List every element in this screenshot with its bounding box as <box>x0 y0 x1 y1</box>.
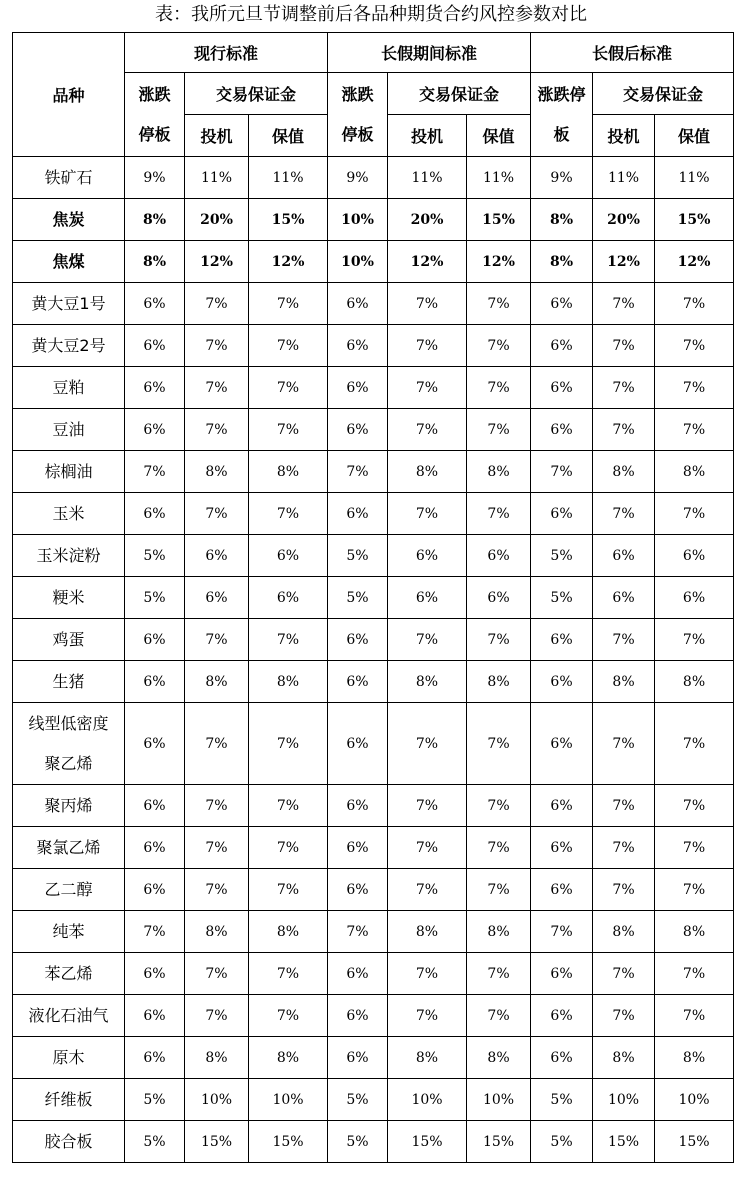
cell-limit-current: 6% <box>125 367 185 409</box>
cell-hedge-current: 15% <box>249 199 328 241</box>
variety-name: 原木 <box>13 1037 125 1079</box>
cell-spec-holiday: 6% <box>388 535 467 577</box>
cell-hedge-holiday: 7% <box>467 409 531 451</box>
cell-spec-after: 7% <box>593 283 655 325</box>
cell-limit-holiday: 6% <box>328 283 388 325</box>
cell-spec-after: 8% <box>593 1037 655 1079</box>
cell-limit-current: 6% <box>125 995 185 1037</box>
table-row <box>13 367 734 409</box>
cell-limit-current: 6% <box>125 493 185 535</box>
header-limit-holiday <box>328 73 388 157</box>
cell-limit-holiday: 9% <box>328 157 388 199</box>
cell-hedge-after: 7% <box>655 827 734 869</box>
cell-hedge-holiday: 8% <box>467 911 531 953</box>
cell-spec-current: 7% <box>185 869 249 911</box>
cell-spec-current: 20% <box>185 199 249 241</box>
variety-name-line: 线型低密度 <box>28 713 109 733</box>
cell-hedge-holiday: 7% <box>467 785 531 827</box>
cell-limit-after: 7% <box>531 451 593 493</box>
cell-spec-current: 12% <box>185 241 249 283</box>
header-speculation: 投机 <box>388 115 467 157</box>
variety-name: 液化石油气 <box>13 995 125 1037</box>
cell-hedge-after: 6% <box>655 577 734 619</box>
cell-hedge-holiday: 7% <box>467 367 531 409</box>
variety-name: 棕榈油 <box>13 451 125 493</box>
cell-limit-after: 6% <box>531 283 593 325</box>
cell-hedge-holiday: 7% <box>467 283 531 325</box>
cell-limit-holiday: 6% <box>328 661 388 703</box>
variety-name: 玉米淀粉 <box>13 535 125 577</box>
cell-limit-current: 6% <box>125 785 185 827</box>
cell-hedge-holiday: 7% <box>467 493 531 535</box>
table-row <box>13 827 734 869</box>
cell-spec-current: 7% <box>185 283 249 325</box>
cell-hedge-current: 7% <box>249 953 328 995</box>
cell-spec-current: 6% <box>185 535 249 577</box>
cell-spec-current: 7% <box>185 995 249 1037</box>
cell-spec-current: 7% <box>185 785 249 827</box>
cell-limit-holiday: 6% <box>328 1037 388 1079</box>
cell-limit-holiday: 6% <box>328 493 388 535</box>
variety-name: 生猪 <box>13 661 125 703</box>
cell-limit-holiday: 6% <box>328 953 388 995</box>
variety-name: 焦煤 <box>13 241 125 283</box>
cell-spec-current: 8% <box>185 661 249 703</box>
cell-limit-holiday: 6% <box>328 619 388 661</box>
cell-limit-holiday: 6% <box>328 367 388 409</box>
cell-hedge-after: 8% <box>655 911 734 953</box>
cell-hedge-after: 7% <box>655 619 734 661</box>
cell-hedge-current: 6% <box>249 535 328 577</box>
cell-hedge-holiday: 8% <box>467 1037 531 1079</box>
cell-hedge-after: 8% <box>655 661 734 703</box>
cell-spec-current: 7% <box>185 325 249 367</box>
header-limit-part: 涨跌 <box>138 84 171 104</box>
cell-spec-holiday: 7% <box>388 325 467 367</box>
cell-limit-holiday: 10% <box>328 241 388 283</box>
table-title: 表：我所元旦节调整前后各品种期货合约风控参数对比 <box>155 4 587 25</box>
cell-hedge-holiday: 7% <box>467 703 531 785</box>
cell-spec-holiday: 8% <box>388 1037 467 1079</box>
header-limit-after <box>531 73 593 157</box>
table-row <box>13 325 734 367</box>
cell-limit-after: 6% <box>531 409 593 451</box>
cell-spec-after: 7% <box>593 785 655 827</box>
header-limit-part: 涨跌停 <box>537 84 586 104</box>
cell-spec-holiday: 8% <box>388 661 467 703</box>
cell-spec-after: 7% <box>593 619 655 661</box>
cell-hedge-after: 12% <box>655 241 734 283</box>
cell-limit-after: 6% <box>531 661 593 703</box>
cell-spec-after: 7% <box>593 703 655 785</box>
header-variety: 品种 <box>13 33 125 157</box>
cell-limit-after: 6% <box>531 995 593 1037</box>
table-row <box>13 157 734 199</box>
cell-hedge-after: 7% <box>655 785 734 827</box>
cell-spec-holiday: 11% <box>388 157 467 199</box>
cell-limit-after: 9% <box>531 157 593 199</box>
variety-name: 豆油 <box>13 409 125 451</box>
cell-spec-current: 8% <box>185 451 249 493</box>
cell-limit-holiday: 6% <box>328 703 388 785</box>
cell-limit-holiday: 6% <box>328 995 388 1037</box>
table-row <box>13 1037 734 1079</box>
cell-hedge-after: 7% <box>655 325 734 367</box>
cell-spec-current: 15% <box>185 1121 249 1163</box>
cell-spec-holiday: 7% <box>388 493 467 535</box>
cell-hedge-current: 7% <box>249 283 328 325</box>
cell-hedge-current: 7% <box>249 995 328 1037</box>
cell-limit-after: 6% <box>531 1037 593 1079</box>
cell-limit-current: 6% <box>125 283 185 325</box>
table-row <box>13 785 734 827</box>
cell-spec-holiday: 10% <box>388 1079 467 1121</box>
table-row <box>13 535 734 577</box>
table-row <box>13 451 734 493</box>
header-hedge: 保值 <box>467 115 531 157</box>
cell-limit-after: 6% <box>531 619 593 661</box>
cell-hedge-current: 12% <box>249 241 328 283</box>
cell-spec-holiday: 7% <box>388 827 467 869</box>
cell-hedge-holiday: 10% <box>467 1079 531 1121</box>
cell-spec-holiday: 7% <box>388 785 467 827</box>
variety-name: 粳米 <box>13 577 125 619</box>
cell-spec-after: 20% <box>593 199 655 241</box>
cell-spec-after: 6% <box>593 577 655 619</box>
cell-spec-after: 15% <box>593 1121 655 1163</box>
cell-limit-after: 8% <box>531 241 593 283</box>
cell-hedge-after: 6% <box>655 535 734 577</box>
cell-spec-holiday: 6% <box>388 577 467 619</box>
cell-limit-after: 6% <box>531 953 593 995</box>
header-margin-current: 交易保证金 <box>185 73 328 115</box>
cell-limit-holiday: 6% <box>328 827 388 869</box>
cell-hedge-current: 11% <box>249 157 328 199</box>
cell-limit-current: 8% <box>125 199 185 241</box>
cell-spec-after: 7% <box>593 367 655 409</box>
cell-limit-current: 6% <box>125 827 185 869</box>
cell-hedge-holiday: 7% <box>467 325 531 367</box>
cell-spec-after: 7% <box>593 995 655 1037</box>
cell-limit-after: 5% <box>531 1121 593 1163</box>
header-group-holiday: 长假期间标准 <box>328 33 531 73</box>
variety-name <box>13 703 125 785</box>
cell-spec-holiday: 8% <box>388 451 467 493</box>
table-body <box>13 157 734 1163</box>
cell-spec-after: 7% <box>593 325 655 367</box>
cell-limit-after: 5% <box>531 535 593 577</box>
cell-spec-holiday: 7% <box>388 283 467 325</box>
header-limit-part: 停板 <box>341 124 374 144</box>
header-group-after: 长假后标准 <box>531 33 734 73</box>
cell-limit-holiday: 6% <box>328 325 388 367</box>
table-row <box>13 409 734 451</box>
cell-limit-holiday: 10% <box>328 199 388 241</box>
cell-hedge-current: 7% <box>249 325 328 367</box>
cell-hedge-holiday: 12% <box>467 241 531 283</box>
cell-hedge-current: 8% <box>249 451 328 493</box>
cell-spec-after: 8% <box>593 661 655 703</box>
cell-spec-holiday: 7% <box>388 409 467 451</box>
variety-name: 乙二醇 <box>13 869 125 911</box>
cell-hedge-current: 7% <box>249 409 328 451</box>
cell-hedge-after: 7% <box>655 409 734 451</box>
cell-hedge-after: 7% <box>655 995 734 1037</box>
table-row <box>13 911 734 953</box>
table-row <box>13 577 734 619</box>
cell-spec-after: 6% <box>593 535 655 577</box>
variety-name: 黄大豆1号 <box>13 283 125 325</box>
cell-limit-holiday: 5% <box>328 1121 388 1163</box>
cell-limit-after: 8% <box>531 199 593 241</box>
cell-spec-holiday: 7% <box>388 953 467 995</box>
cell-limit-after: 6% <box>531 367 593 409</box>
table-row <box>13 661 734 703</box>
cell-spec-current: 7% <box>185 493 249 535</box>
cell-limit-current: 6% <box>125 703 185 785</box>
cell-spec-after: 7% <box>593 409 655 451</box>
table-row <box>13 953 734 995</box>
header-limit-part: 板 <box>553 124 570 144</box>
cell-spec-current: 7% <box>185 409 249 451</box>
cell-limit-current: 5% <box>125 535 185 577</box>
table-row <box>13 199 734 241</box>
variety-name: 纤维板 <box>13 1079 125 1121</box>
cell-limit-current: 9% <box>125 157 185 199</box>
cell-limit-holiday: 7% <box>328 451 388 493</box>
cell-hedge-current: 7% <box>249 703 328 785</box>
header-margin-after: 交易保证金 <box>593 73 734 115</box>
cell-hedge-after: 7% <box>655 367 734 409</box>
cell-limit-current: 5% <box>125 1079 185 1121</box>
cell-spec-holiday: 15% <box>388 1121 467 1163</box>
variety-name: 豆粕 <box>13 367 125 409</box>
cell-spec-after: 7% <box>593 869 655 911</box>
cell-hedge-after: 11% <box>655 157 734 199</box>
cell-hedge-current: 7% <box>249 493 328 535</box>
cell-spec-holiday: 7% <box>388 619 467 661</box>
cell-hedge-current: 7% <box>249 827 328 869</box>
cell-spec-holiday: 7% <box>388 869 467 911</box>
cell-hedge-after: 15% <box>655 1121 734 1163</box>
table-row <box>13 1079 734 1121</box>
cell-spec-after: 11% <box>593 157 655 199</box>
cell-hedge-current: 7% <box>249 785 328 827</box>
header-hedge: 保值 <box>655 115 734 157</box>
cell-hedge-after: 7% <box>655 953 734 995</box>
cell-hedge-current: 15% <box>249 1121 328 1163</box>
cell-limit-current: 6% <box>125 661 185 703</box>
cell-hedge-after: 8% <box>655 451 734 493</box>
cell-limit-holiday: 6% <box>328 869 388 911</box>
table-row <box>13 995 734 1037</box>
variety-name: 铁矿石 <box>13 157 125 199</box>
cell-hedge-holiday: 7% <box>467 619 531 661</box>
cell-hedge-after: 10% <box>655 1079 734 1121</box>
cell-hedge-holiday: 15% <box>467 1121 531 1163</box>
variety-name: 胶合板 <box>13 1121 125 1163</box>
cell-hedge-after: 7% <box>655 493 734 535</box>
header-limit-part: 停板 <box>138 124 171 144</box>
header-limit-part: 涨跌 <box>341 84 374 104</box>
cell-hedge-current: 8% <box>249 911 328 953</box>
cell-limit-current: 6% <box>125 1037 185 1079</box>
cell-limit-current: 6% <box>125 325 185 367</box>
cell-spec-after: 7% <box>593 827 655 869</box>
cell-limit-holiday: 5% <box>328 1079 388 1121</box>
cell-spec-after: 7% <box>593 953 655 995</box>
variety-name: 鸡蛋 <box>13 619 125 661</box>
header-speculation: 投机 <box>185 115 249 157</box>
cell-spec-holiday: 7% <box>388 995 467 1037</box>
cell-hedge-holiday: 6% <box>467 535 531 577</box>
cell-hedge-holiday: 15% <box>467 199 531 241</box>
cell-hedge-current: 6% <box>249 577 328 619</box>
cell-hedge-after: 7% <box>655 703 734 785</box>
cell-hedge-holiday: 8% <box>467 661 531 703</box>
table-row <box>13 1121 734 1163</box>
cell-hedge-holiday: 7% <box>467 995 531 1037</box>
cell-hedge-holiday: 7% <box>467 827 531 869</box>
table-row <box>13 703 734 785</box>
cell-limit-holiday: 6% <box>328 409 388 451</box>
cell-limit-after: 5% <box>531 1079 593 1121</box>
cell-spec-holiday: 7% <box>388 367 467 409</box>
cell-limit-holiday: 5% <box>328 535 388 577</box>
cell-limit-after: 6% <box>531 827 593 869</box>
variety-name: 聚氯乙烯 <box>13 827 125 869</box>
cell-limit-holiday: 7% <box>328 911 388 953</box>
cell-limit-current: 6% <box>125 869 185 911</box>
cell-hedge-holiday: 7% <box>467 869 531 911</box>
variety-name: 黄大豆2号 <box>13 325 125 367</box>
cell-spec-current: 7% <box>185 703 249 785</box>
cell-limit-current: 5% <box>125 1121 185 1163</box>
cell-limit-after: 6% <box>531 869 593 911</box>
cell-hedge-current: 7% <box>249 869 328 911</box>
cell-spec-holiday: 20% <box>388 199 467 241</box>
table-row <box>13 241 734 283</box>
table-row <box>13 283 734 325</box>
cell-spec-current: 8% <box>185 911 249 953</box>
cell-spec-current: 8% <box>185 1037 249 1079</box>
cell-limit-after: 6% <box>531 785 593 827</box>
variety-name: 焦炭 <box>13 199 125 241</box>
cell-hedge-after: 7% <box>655 869 734 911</box>
cell-hedge-current: 8% <box>249 661 328 703</box>
header-margin-holiday: 交易保证金 <box>388 73 531 115</box>
cell-limit-after: 6% <box>531 325 593 367</box>
cell-limit-after: 6% <box>531 703 593 785</box>
cell-hedge-after: 7% <box>655 283 734 325</box>
cell-limit-current: 6% <box>125 619 185 661</box>
cell-spec-current: 11% <box>185 157 249 199</box>
header-limit-current <box>125 73 185 157</box>
cell-limit-current: 7% <box>125 451 185 493</box>
cell-spec-current: 6% <box>185 577 249 619</box>
header-group-current: 现行标准 <box>125 33 328 73</box>
variety-name: 聚丙烯 <box>13 785 125 827</box>
cell-spec-current: 7% <box>185 367 249 409</box>
cell-spec-after: 7% <box>593 493 655 535</box>
table-row <box>13 493 734 535</box>
cell-hedge-holiday: 6% <box>467 577 531 619</box>
cell-spec-current: 7% <box>185 953 249 995</box>
cell-spec-after: 12% <box>593 241 655 283</box>
cell-limit-current: 7% <box>125 911 185 953</box>
cell-spec-holiday: 12% <box>388 241 467 283</box>
cell-hedge-holiday: 11% <box>467 157 531 199</box>
cell-limit-holiday: 6% <box>328 785 388 827</box>
cell-spec-holiday: 7% <box>388 703 467 785</box>
cell-hedge-holiday: 7% <box>467 953 531 995</box>
cell-spec-current: 7% <box>185 619 249 661</box>
cell-spec-after: 8% <box>593 911 655 953</box>
cell-limit-after: 6% <box>531 493 593 535</box>
cell-hedge-after: 8% <box>655 1037 734 1079</box>
cell-limit-holiday: 5% <box>328 577 388 619</box>
variety-name: 苯乙烯 <box>13 953 125 995</box>
header-hedge: 保值 <box>249 115 328 157</box>
cell-hedge-current: 8% <box>249 1037 328 1079</box>
cell-limit-after: 7% <box>531 911 593 953</box>
cell-spec-current: 7% <box>185 827 249 869</box>
cell-spec-current: 10% <box>185 1079 249 1121</box>
table-row <box>13 619 734 661</box>
cell-limit-current: 6% <box>125 953 185 995</box>
cell-hedge-current: 7% <box>249 619 328 661</box>
cell-spec-holiday: 8% <box>388 911 467 953</box>
cell-limit-current: 8% <box>125 241 185 283</box>
cell-hedge-holiday: 8% <box>467 451 531 493</box>
risk-parameter-table <box>12 32 734 1163</box>
cell-spec-after: 10% <box>593 1079 655 1121</box>
cell-limit-after: 5% <box>531 577 593 619</box>
variety-name: 玉米 <box>13 493 125 535</box>
variety-name: 纯苯 <box>13 911 125 953</box>
cell-limit-current: 6% <box>125 409 185 451</box>
cell-limit-current: 5% <box>125 577 185 619</box>
variety-name-line: 聚乙烯 <box>44 753 93 773</box>
cell-spec-after: 8% <box>593 451 655 493</box>
table-row <box>13 869 734 911</box>
cell-hedge-current: 7% <box>249 367 328 409</box>
header-speculation: 投机 <box>593 115 655 157</box>
cell-hedge-current: 10% <box>249 1079 328 1121</box>
cell-hedge-after: 15% <box>655 199 734 241</box>
